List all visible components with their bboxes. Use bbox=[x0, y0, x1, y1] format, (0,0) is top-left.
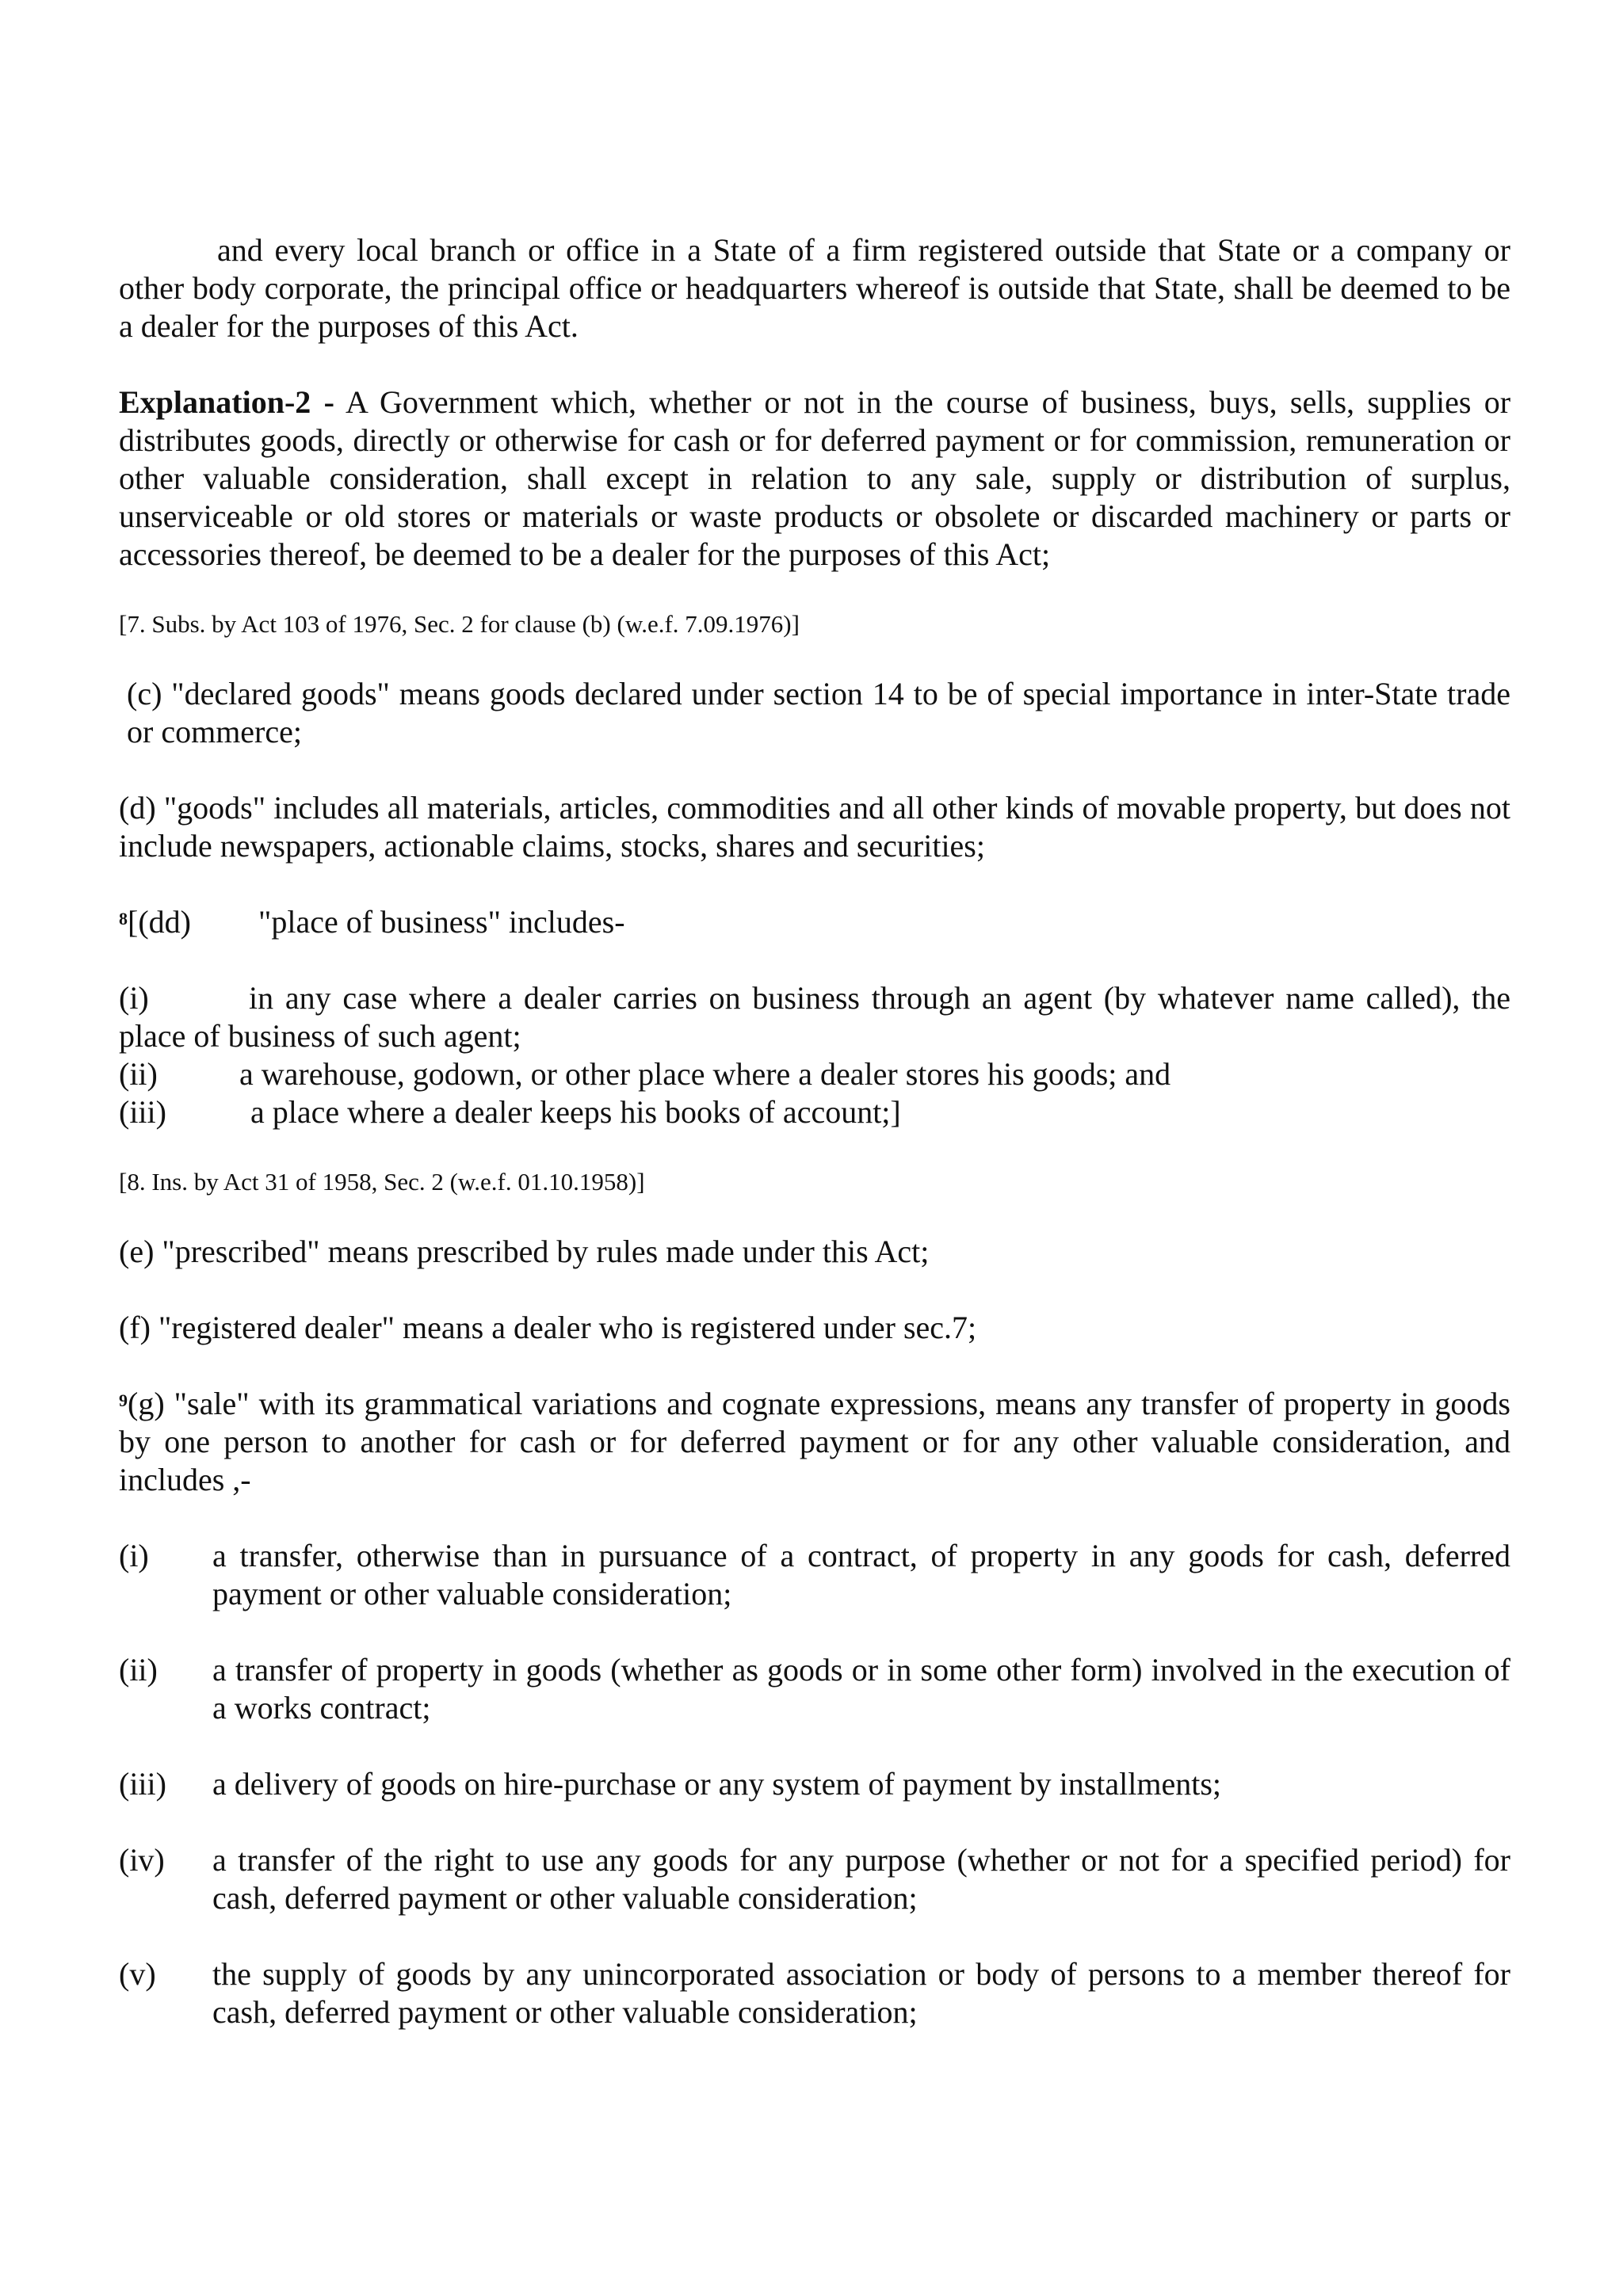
clause-g-item-iii-number: (iii) bbox=[119, 1766, 166, 1802]
amendment-note-8: [8. Ins. by Act 31 of 1958, Sec. 2 (w.e.f. 01.10.1958)] bbox=[119, 1168, 645, 1196]
footnote-marker-9: 9 bbox=[119, 1390, 128, 1410]
clause-dd-item-i-number: (i) bbox=[119, 980, 149, 1016]
clause-d: (d) "goods" includes all materials, articles, commodities and all other kinds of movable property, but does not include newspapers, actionable claims, stocks, shares and securities; bbox=[119, 790, 1510, 864]
clause-g-item-v-text: the supply of goods by any unincorporated association or body of persons to a member thereof for cash, deferred payment or other valuable consideration; bbox=[212, 1956, 1510, 2030]
clause-dd-number: $^8$[(dd) bbox=[119, 904, 191, 940]
clause-dd-item-ii-text: a warehouse, godown, or other place where a dealer stores his goods; and bbox=[239, 1056, 1171, 1092]
clause-g-item-iv bbox=[119, 1841, 1510, 1917]
clause-g-item-i bbox=[119, 1537, 1510, 1613]
clause-g-item-ii-text: a transfer of property in goods (whether as goods or in some other form) involved in the execution of a works contract; bbox=[212, 1652, 1510, 1726]
clause-g-text: (g) "sale" with its grammatical variations and cognate expressions, means any transfer of property in goods by one person to another for cash or for deferred payment or for any other valuable consideration, and includes ,- bbox=[119, 1386, 1510, 1497]
clause-f: (f) "registered dealer" means a dealer who is registered under sec.7; bbox=[119, 1310, 977, 1345]
clause-g-item-iv-number: (iv) bbox=[119, 1842, 165, 1878]
document-page bbox=[119, 231, 1510, 2031]
clause-g bbox=[119, 1385, 1510, 1499]
clause-dd-item-iii-text: a place where a dealer keeps his books of account;] bbox=[250, 1094, 901, 1130]
footnote-marker-8: 8 bbox=[119, 909, 128, 929]
clause-g-item-iii-text: a delivery of goods on hire-purchase or any system of payment by installments; bbox=[212, 1766, 1222, 1802]
clause-e: (e) "prescribed" means prescribed by rules made under this Act; bbox=[119, 1234, 930, 1269]
clause-g-item-i-number: (i) bbox=[119, 1538, 149, 1573]
clause-g-item-iii bbox=[119, 1765, 1510, 1803]
clause-dd-item-i-text: in any case where a dealer carries on business through an agent (by whatever name called), the place of business of such agent; bbox=[119, 980, 1510, 1054]
intro-paragraph: and every local branch or office in a State of a firm registered outside that State or a company or other body corporate, the principal office or headquarters whereof is outside that State, shall be deemed to be a dealer for the purposes of this Act. bbox=[119, 232, 1510, 344]
clause-dd-item-i bbox=[119, 979, 1510, 1055]
clause-dd-heading bbox=[119, 903, 1510, 941]
explanation-2-text: A Government which, whether or not in the course of business, buys, sells, supplies or distributes goods, directly or otherwise for cash or for deferred payment or for commission, remuneration or other valuable consideration, shall except in relation to any sale, supply or distribution of surplus, unserviceable or old stores or materials or waste products or obsolete or discarded machinery or parts or accessories thereof, be deemed to be a dealer for the purposes of this Act; bbox=[119, 384, 1511, 572]
amendment-note-7: [7. Subs. by Act 103 of 1976, Sec. 2 for clause (b) (w.e.f. 7.09.1976)] bbox=[119, 610, 800, 638]
clause-dd-item-iii-number: (iii) bbox=[119, 1094, 166, 1130]
clause-c: (c) "declared goods" means goods declared under section 14 to be of special importance in inter-State trade or commerce; bbox=[127, 676, 1510, 749]
explanation-2-paragraph bbox=[119, 383, 1510, 574]
clause-dd-item-iii bbox=[119, 1093, 1510, 1131]
explanation-2-label: Explanation-2 - bbox=[119, 384, 334, 420]
clause-g-item-ii-number: (ii) bbox=[119, 1652, 158, 1688]
clause-dd-item-ii bbox=[119, 1055, 1510, 1093]
clause-g-item-v-number: (v) bbox=[119, 1956, 156, 1992]
clause-dd-text: "place of business" includes- bbox=[258, 904, 625, 940]
clause-g-item-i-text: a transfer, otherwise than in pursuance of a contract, of property in any goods for cash, deferred payment or other valuable consideration; bbox=[212, 1538, 1510, 1611]
clause-g-item-ii bbox=[119, 1651, 1510, 1727]
clause-dd-item-ii-number: (ii) bbox=[119, 1056, 158, 1092]
clause-g-item-v bbox=[119, 1955, 1510, 2031]
clause-g-item-iv-text: a transfer of the right to use any goods for any purpose (whether or not for a specified period) for cash, deferred payment or other valuable consideration; bbox=[212, 1842, 1510, 1916]
